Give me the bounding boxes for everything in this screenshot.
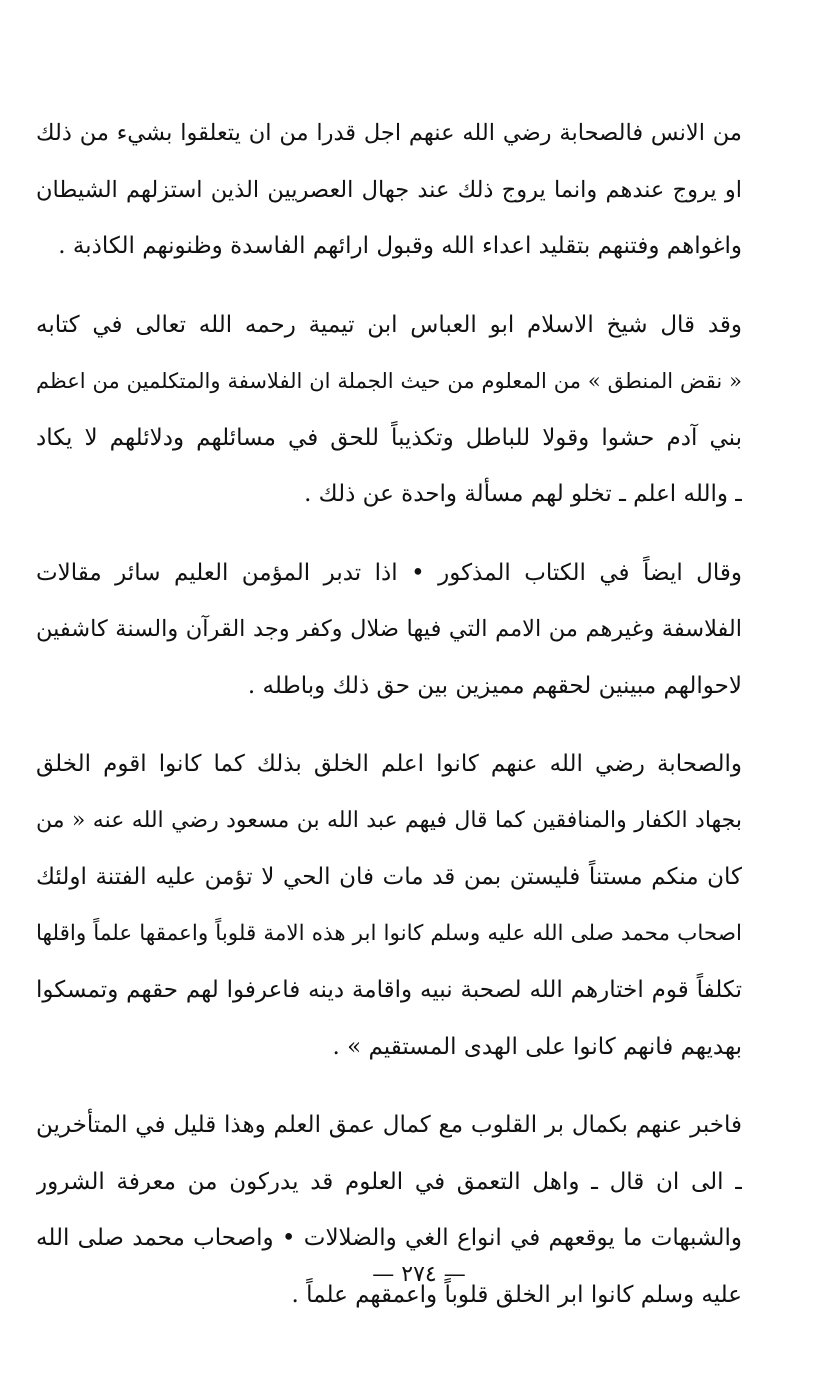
paragraph-4 bbox=[36, 739, 742, 1078]
text-line: ـ والله اعلم ـ تخلو لهم مسألة واحدة عن ذلك . bbox=[304, 481, 742, 507]
page-body bbox=[36, 108, 742, 1326]
text-line: عليه وسلم كانوا ابر الخلق قلوباً واعمقهم علماً . bbox=[291, 1281, 742, 1308]
text-line: بهديهم فانهم كانوا على الهدى المستقيم » . bbox=[332, 1033, 742, 1060]
text-line: لاحوالهم مبينين لحقهم مميزين بين حق ذلك وباطله . bbox=[247, 672, 742, 699]
paragraph-1 bbox=[36, 108, 742, 278]
paragraph-2 bbox=[36, 300, 742, 526]
text-line: الفلاسفة وغيرهم من الامم التي فيها ضلال وكفر وجد القرآن والسنة كاشفين bbox=[36, 616, 742, 642]
text-line: وقال ايضاً في الكتاب المذكور • اذا تدبر المؤمن العليم سائر مقالات bbox=[36, 559, 742, 586]
text-line: او يروج عندهم وانما يروج ذلك عند جهال العصريين الذين استزلهم الشيطان bbox=[36, 176, 742, 203]
text-line: والشبهات ما يوقعهم في انواع الغي والضلالات • واصحاب محمد صلى الله bbox=[36, 1225, 742, 1251]
text-line: من الانس فالصحابة رضي الله عنهم اجل قدرا من ان يتعلقوا بشيء من ذلك bbox=[36, 120, 742, 146]
text-line: فاخبر عنهم بكمال بر القلوب مع كمال عمق العلم وهذا قليل في المتأخرين bbox=[36, 1112, 742, 1138]
paragraph-5 bbox=[36, 1100, 742, 1326]
text-line: كان منكم مستناً فليستن بمن قد مات فان الحي لا تؤمن عليه الفتنة اولئك bbox=[36, 864, 742, 890]
text-line: بجهاد الكفار والمنافقين كما قال فيهم عبد الله بن مسعود رضي الله عنه « من bbox=[36, 807, 742, 833]
text-line: والصحابة رضي الله عنهم كانوا اعلم الخلق بذلك كما كانوا اقوم الخلق bbox=[36, 751, 742, 777]
text-line: تكلفاً قوم اختارهم الله لصحبة نبيه واقامة دينه فاعرفوا لهم حقهم وتمسكوا bbox=[36, 977, 742, 1003]
page-number: — ٢٧٤ — bbox=[372, 1262, 466, 1287]
text-line: « نقض المنطق » من المعلوم من حيث الجملة ان الفلاسفة والمتكلمين من اعظم bbox=[36, 369, 742, 393]
text-line: بني آدم حشوا وقولا للباطل وتكذيباً للحق في مسائلهم ودلائلهم لا يكاد bbox=[36, 424, 742, 451]
paragraph-3 bbox=[36, 548, 742, 718]
text-line: وقد قال شيخ الاسلام ابو العباس ابن تيمية رحمه الله تعالى في كتابه bbox=[36, 311, 742, 338]
text-line: ـ الى ان قال ـ واهل التعمق في العلوم قد يدركون من معرفة الشرور bbox=[36, 1168, 742, 1195]
text-line: اصحاب محمد صلى الله عليه وسلم كانوا ابر هذه الامة قلوباً واعمقها علماً واقلها bbox=[36, 920, 742, 946]
text-line: واغواهم وفتنهم بتقليد اعداء الله وقبول ارائهم الفاسدة وظنونهم الكاذبة . bbox=[58, 233, 742, 259]
